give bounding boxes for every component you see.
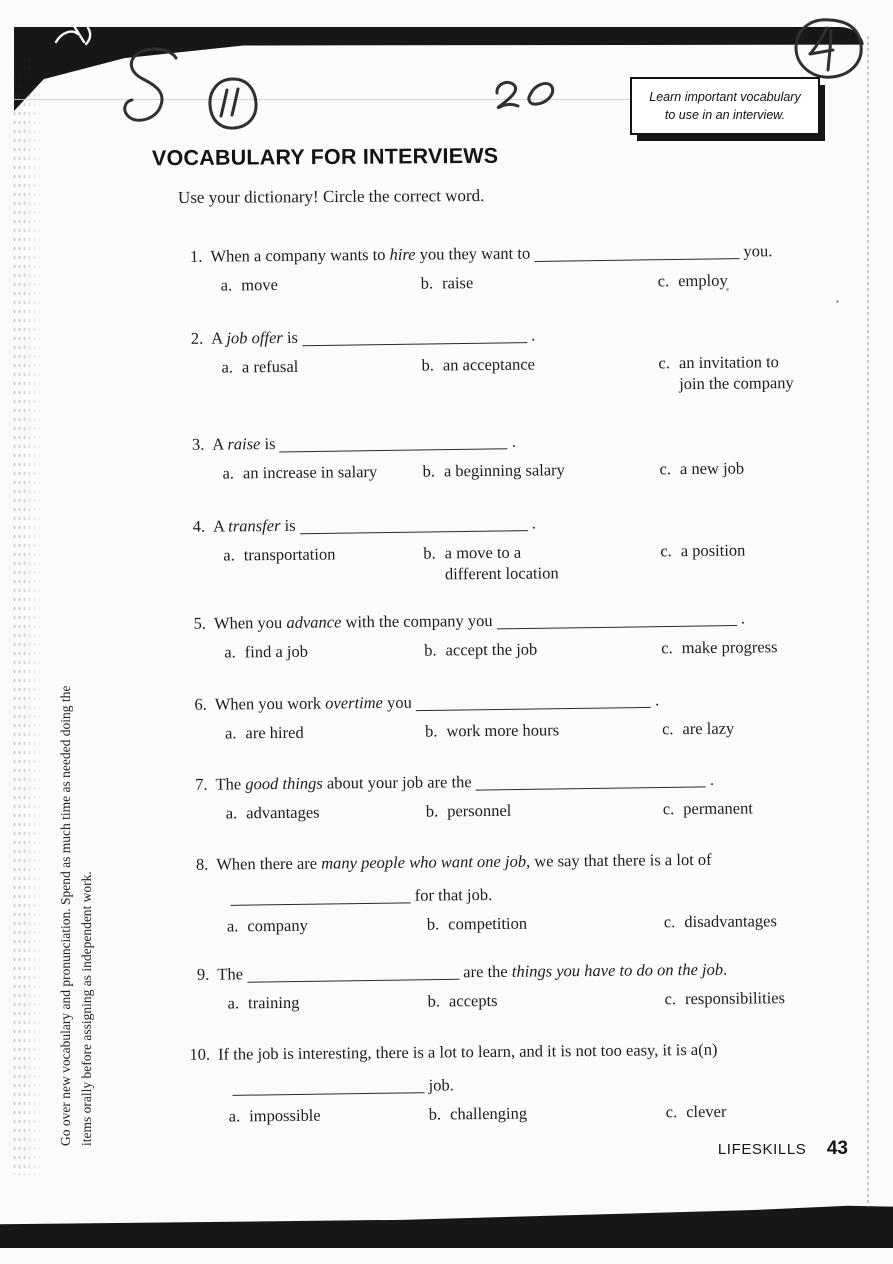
question-key-term: advance [286,612,342,632]
question-segment: . [736,608,746,628]
option-a [228,992,300,1014]
option-text: raise [442,273,474,293]
option-label: a. [221,357,234,377]
option-text: competition [448,913,528,934]
question-line [178,842,851,914]
option-text: employ [678,270,728,291]
option-c [658,270,728,292]
question-segment: about your job are the [322,772,476,793]
question-line [175,504,847,543]
option-b [428,990,498,1012]
question-text [212,432,516,454]
question-segment: you. [739,241,773,261]
note-line: Learn important vocabulary [649,89,801,104]
option-text: a new job [679,458,745,479]
question-segment: When you work [214,693,326,714]
footer-brand: LIFESKILLS [717,1141,807,1158]
option-label: a. [224,642,236,662]
answer-blank [231,902,411,906]
question-segment: you [382,692,417,712]
answer-blank [302,342,527,346]
answer-blank [534,258,739,262]
question-line [177,762,849,801]
option-label: c. [657,271,670,291]
option-c [658,351,793,394]
question-segment: is [260,433,280,454]
scan-debris-mark [50,18,106,52]
option-label: b. [425,801,439,821]
option-text: move [241,274,278,295]
question-number: 4. [192,516,206,536]
paper-right-edge [867,36,869,1208]
question-item [176,601,849,692]
option-b [425,719,559,741]
question-number: 5. [193,613,207,633]
option-label: c. [665,1102,678,1122]
question-key-term: things you have to do on the job [511,959,724,981]
option-c [664,910,777,932]
option-text: a refusal [241,356,299,377]
question-segment: A [211,328,227,348]
question-key-term: transfer [228,515,281,536]
option-label: c. [662,799,675,819]
question-line [179,952,851,991]
sidebar-margin-note [55,646,99,1146]
question-number: 1. [189,246,203,266]
question-item [177,682,850,773]
option-text: a position [680,540,746,561]
option-c [659,458,744,480]
option-c [665,987,786,1009]
option-label: a. [222,463,235,483]
question-key-term: good things [245,773,323,794]
question-line [176,601,848,640]
question-segment: for that job. [410,884,493,905]
option-b [424,639,537,661]
answer-blank [300,530,528,534]
question-line [177,682,849,721]
question-segment: are the [459,961,512,982]
option-text: make progress [681,637,778,658]
option-c [666,1101,727,1123]
question-segment: . [722,959,728,979]
option-c [661,636,777,658]
option-label: b. [424,640,437,660]
option-label: b. [428,1104,442,1124]
questions-list [170,0,854,1264]
question-segment: . [650,690,660,710]
question-segment: job. [424,1075,454,1095]
option-text: an acceptance [442,354,536,375]
question-item [175,504,848,595]
option-c [662,718,734,740]
question-number: 6. [194,694,207,714]
option-label: a. [227,993,240,1013]
question-item [177,762,850,853]
question-number: 9. [196,964,210,984]
option-text: responsibilities [684,988,786,1009]
option-text: work more hours [446,720,560,741]
option-label: b. [423,543,436,563]
option-label: c. [661,638,673,658]
option-label: b. [421,355,434,375]
question-segment: with the company you [341,610,497,632]
option-text: a move to a different location [444,542,559,584]
option-label: a. [226,916,239,936]
option-text: an invitation to join the company [678,352,794,394]
option-label: a. [225,803,238,823]
footer-page-number: 43 [826,1138,848,1159]
question-segment: When there are [216,853,322,874]
option-text: personnel [447,800,512,821]
option-text: find a job [244,641,309,662]
question-number: 8. [195,854,209,874]
question-key-term: raise [227,434,261,454]
question-text [180,1040,717,1097]
option-text: challenging [449,1103,528,1124]
option-label: c. [659,459,672,479]
question-segment: The [217,964,248,984]
sidebar-note-line: Go over new vocabulary and pronunciation. Spend as much time as needed doing the [58,685,73,1146]
option-a [224,641,308,663]
option-text: impossible [249,1105,321,1126]
question-segment: A [212,516,229,536]
worksheet-title: VOCABULARY FOR INTERVIEWS [151,143,499,171]
question-segment: If the job is interesting, there is a lot to learn, and it is not too easy, it is a(n) [218,1039,718,1064]
question-line [180,1032,853,1104]
option-text: a beginning salary [443,460,565,481]
option-b [423,541,559,584]
option-text: are hired [245,722,304,743]
option-label: b. [420,273,434,293]
question-line [172,234,844,273]
note-line: to use in an interview. [664,108,786,122]
question-segment: . [507,431,516,451]
left-edge-scan-noise [12,55,46,1175]
option-label: b. [424,721,438,741]
question-key-term: overtime [325,692,384,713]
worksheet-instructions: Use your dictionary! Circle the correct word. [177,185,485,208]
answer-blank [416,707,651,711]
sidebar-note-line: items orally before assigning as independent work. [79,871,95,1146]
option-text: training [247,992,300,1013]
option-text: clever [686,1101,727,1122]
question-text [211,326,535,348]
option-label: a. [223,545,235,565]
answer-blank [497,625,737,629]
option-c [660,540,745,562]
question-number: 3. [191,434,205,454]
question-segment: is [282,327,303,347]
option-label: a. [224,723,237,743]
option-b [429,1103,528,1125]
question-item [178,842,851,966]
question-segment: When a company wants to [210,244,390,266]
question-key-term: job offer [226,327,283,348]
answer-blank [233,1092,425,1096]
option-label: b. [422,461,435,481]
option-a [221,274,278,296]
question-line [174,422,846,461]
option-a [221,356,298,378]
option-text: advantages [246,802,320,823]
option-text: accepts [448,990,498,1011]
question-options [175,539,847,595]
question-segment: is [280,515,300,535]
option-text: disadvantages [684,911,777,932]
question-key-term: many people who want one job [321,851,527,873]
question-segment: When you [213,612,287,633]
question-key-term: hire [389,244,416,264]
question-number: 2. [190,328,204,348]
answer-blank [476,786,706,790]
question-segment: , we say that there is a lot of [525,849,712,871]
option-b [426,800,512,822]
option-text: an increase in salary [242,462,378,483]
page-footer [0,1138,848,1160]
option-text: transportation [243,544,336,565]
option-text: accept the job [445,639,538,660]
question-item [174,422,847,513]
question-segment: you they want to [415,243,535,264]
question-item [173,316,846,407]
option-label: c. [660,541,672,561]
question-segment: . [527,513,537,533]
question-segment: A [212,434,228,454]
question-number: 7. [195,774,208,794]
option-text: company [247,915,308,936]
answer-blank [247,979,459,983]
question-number: 10. [189,1044,211,1064]
option-label: b. [426,914,440,934]
option-c [663,797,753,819]
option-label: c. [661,719,674,739]
option-label: c. [663,912,676,932]
option-a [222,461,377,483]
question-options [173,351,845,407]
question-segment: . [705,769,715,789]
question-text [213,514,536,536]
question-line [173,316,845,355]
option-b [421,272,474,294]
answer-blank [280,448,508,452]
option-text: are lazy [682,718,735,739]
question-text [214,609,745,633]
question-segment: The [215,774,246,794]
option-text: permanent [683,798,753,819]
question-text [217,960,727,984]
question-text [210,241,772,265]
option-a [225,722,304,744]
option-a [227,915,308,937]
option-b [422,459,565,481]
question-segment: . [526,325,536,345]
option-label: b. [427,991,441,1011]
option-a [223,543,335,565]
option-a [229,1105,321,1127]
option-label: c. [658,353,671,373]
option-label: c. [664,989,677,1009]
option-a [226,802,320,824]
question-text [179,850,712,907]
question-item [179,952,852,1043]
option-b [427,913,527,935]
option-label: a. [220,275,233,295]
question-text [215,690,660,713]
option-label: a. [228,1106,241,1126]
option-b [421,354,535,376]
question-item [172,234,845,325]
question-text [215,770,714,794]
